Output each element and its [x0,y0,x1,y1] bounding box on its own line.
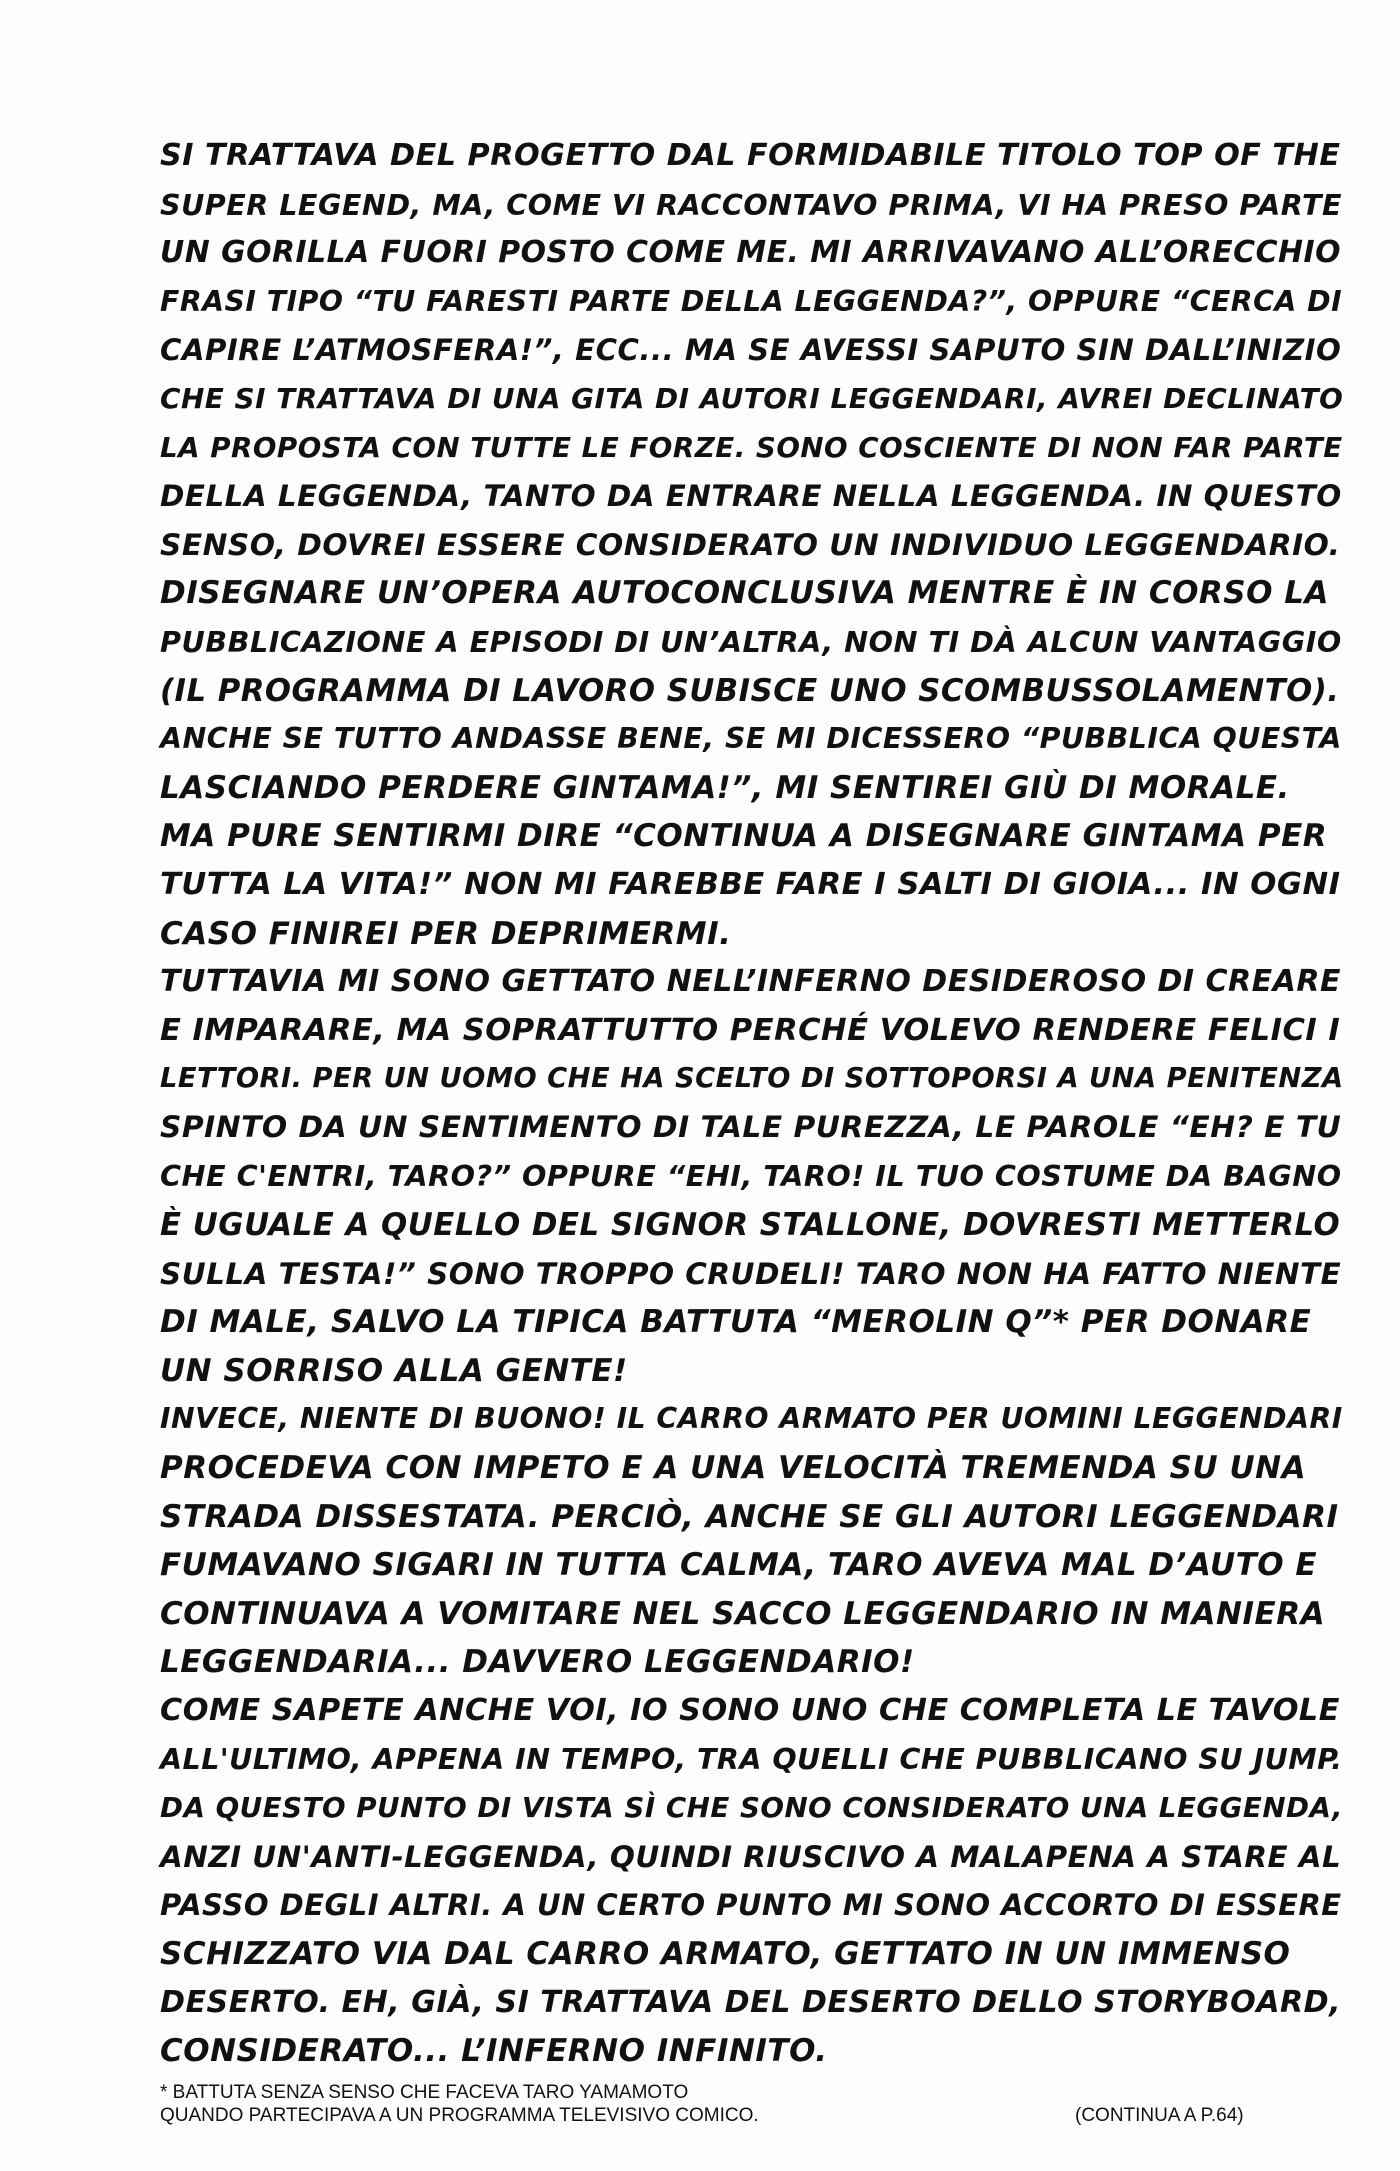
footnote-line-2: QUANDO PARTECIPAVA A UN PROGRAMMA TELEVISIVO COMICO. [160,2105,759,2126]
text-line: CONSIDERATO... L’INFERNO INFINITO. [160,2033,828,2070]
text-line: DESERTO. EH, GIÀ, SI TRATTAVA DEL DESERTO DELLO STORYBOARD, [160,1984,1342,2020]
text-line: E IMPARARE, MA SOPRATTUTTO PERCHÉ VOLEVO RENDERE FELICI I [160,1012,1341,1048]
text-line: (IL PROGRAMMA DI LAVORO SUBISCE UNO SCOMBUSSOLAMENTO). [160,672,1340,709]
text-line: LASCIANDO PERDERE GINTAMA!”, MI SENTIREI GIÙ DI MORALE. [160,769,1290,806]
text-line: MA PURE SENTIRMI DIRE “CONTINUA A DISEGNARE GINTAMA PER [160,818,1328,855]
text-line: SCHIZZATO VIA DAL CARRO ARMATO, GETTATO IN UN IMMENSO [160,1935,1291,1972]
text-line: UN SORRISO ALLA GENTE! [160,1352,628,1389]
body-text [160,132,1344,2076]
footnote [160,2081,759,2127]
text-line: CONTINUAVA A VOMITARE NEL SACCO LEGGENDARIO IN MANIERA [160,1595,1326,1632]
text-line: DI MALE, SALVO LA TIPICA BATTUTA “MEROLIN Q”* PER DONARE [160,1304,1312,1341]
text-line: UN GORILLA FUORI POSTO COME ME. MI ARRIVAVANO ALL’ORECCHIO [160,235,1341,271]
text-line: LETTORI. PER UN UOMO CHE HA SCELTO DI SOTTOPORSI A UNA PENITENZA [160,1063,1344,1095]
text-line: INVECE, NIENTE DI BUONO! IL CARRO ARMATO PER UOMINI LEGGENDARI [160,1402,1343,1436]
text-line: LEGGENDARIA... DAVVERO LEGGENDARIO! [160,1644,915,1681]
text-line: SENSO, DOVREI ESSERE CONSIDERATO UN INDIVIDUO LEGGENDARIO. [160,526,1341,562]
text-line: ANCHE SE TUTTO ANDASSE BENE, SE MI DICESSERO “PUBBLICA QUESTA [160,722,1342,756]
text-line: TUTTAVIA MI SONO GETTATO NELL’INFERNO DESIDEROSO DI CREARE [160,964,1341,1000]
text-line: DA QUESTO PUNTO DI VISTA SÌ CHE SONO CONSIDERATO UNA LEGGENDA, [160,1791,1344,1825]
text-line: ALL'ULTIMO, APPENA IN TEMPO, TRA QUELLI CHE PUBBLICANO SU JUMP. [160,1742,1343,1776]
text-line: È UGUALE A QUELLO DEL SIGNOR STALLONE, DOVRESTI METTERLO [160,1207,1341,1244]
text-line: CAPIRE L’ATMOSFERA!”, ECC... MA SE AVESSI SAPUTO SIN DALL’INIZIO [160,333,1342,368]
text-line: PASSO DEGLI ALTRI. A UN CERTO PUNTO MI SONO ACCORTO DI ESSERE [160,1888,1342,1923]
text-line: DISEGNARE UN’OPERA AUTOCONCLUSIVA MENTRE È IN CORSO LA [160,575,1330,612]
text-line: PROCEDEVA CON IMPETO E A UNA VELOCITÀ TREMENDA SU UNA [160,1450,1307,1487]
text-line: COME SAPETE ANCHE VOI, IO SONO UNO CHE COMPLETA LE TAVOLE [160,1693,1340,1728]
text-line: CASO FINIREI PER DEPRIMERMI. [160,915,732,952]
text-line: ANZI UN'ANTI-LEGGENDA, QUINDI RIUSCIVO A MALAPENA A STARE AL [160,1839,1342,1874]
text-line: SULLA TESTA!” SONO TROPPO CRUDELI! TARO NON HA FATTO NIENTE [160,1256,1342,1291]
text-line: TUTTA LA VITA!” NON MI FAREBBE FARE I SALTI DI GIOIA... IN OGNI [160,866,1341,902]
text-line: SI TRATTAVA DEL PROGETTO DAL FORMIDABILE TITOLO TOP OF THE [160,138,1341,173]
text-line: PUBBLICAZIONE A EPISODI DI UN’ALTRA, NON TI DÀ ALCUN VANTAGGIO [160,624,1342,659]
footnote-line-1: * BATTUTA SENZA SENSO CHE FACEVA TARO YAMAMOTO [160,2082,689,2103]
text-line: DELLA LEGGENDA, TANTO DA ENTRARE NELLA LEGGENDA. IN QUESTO [160,479,1342,514]
text-line: SPINTO DA UN SENTIMENTO DI TALE PUREZZA, LE PAROLE “EH? E TU [160,1109,1342,1145]
text-line: LA PROPOSTA CON TUTTE LE FORZE. SONO COSCIENTE DI NON FAR PARTE [160,430,1343,464]
text-line: FRASI TIPO “TU FARESTI PARTE DELLA LEGGENDA?”, OPPURE “CERCA DI [160,284,1343,318]
text-line: STRADA DISSESTATA. PERCIÒ, ANCHE SE GLI AUTORI LEGGENDARI [160,1498,1339,1535]
continue-note: (CONTINUA A P.64) [1075,2105,1244,2126]
text-line: SUPER LEGEND, MA, COME VI RACCONTAVO PRIMA, VI HA PRESO PARTE [160,187,1342,222]
text-line: CHE C'ENTRI, TARO?” OPPURE “EHI, TARO! IL TUO COSTUME DA BAGNO [160,1159,1342,1194]
text-line: FUMAVANO SIGARI IN TUTTA CALMA, TARO AVEVA MAL D’AUTO E [160,1547,1318,1584]
text-line: CHE SI TRATTAVA DI UNA GITA DI AUTORI LEGGENDARI, AVREI DECLINATO [160,381,1344,415]
